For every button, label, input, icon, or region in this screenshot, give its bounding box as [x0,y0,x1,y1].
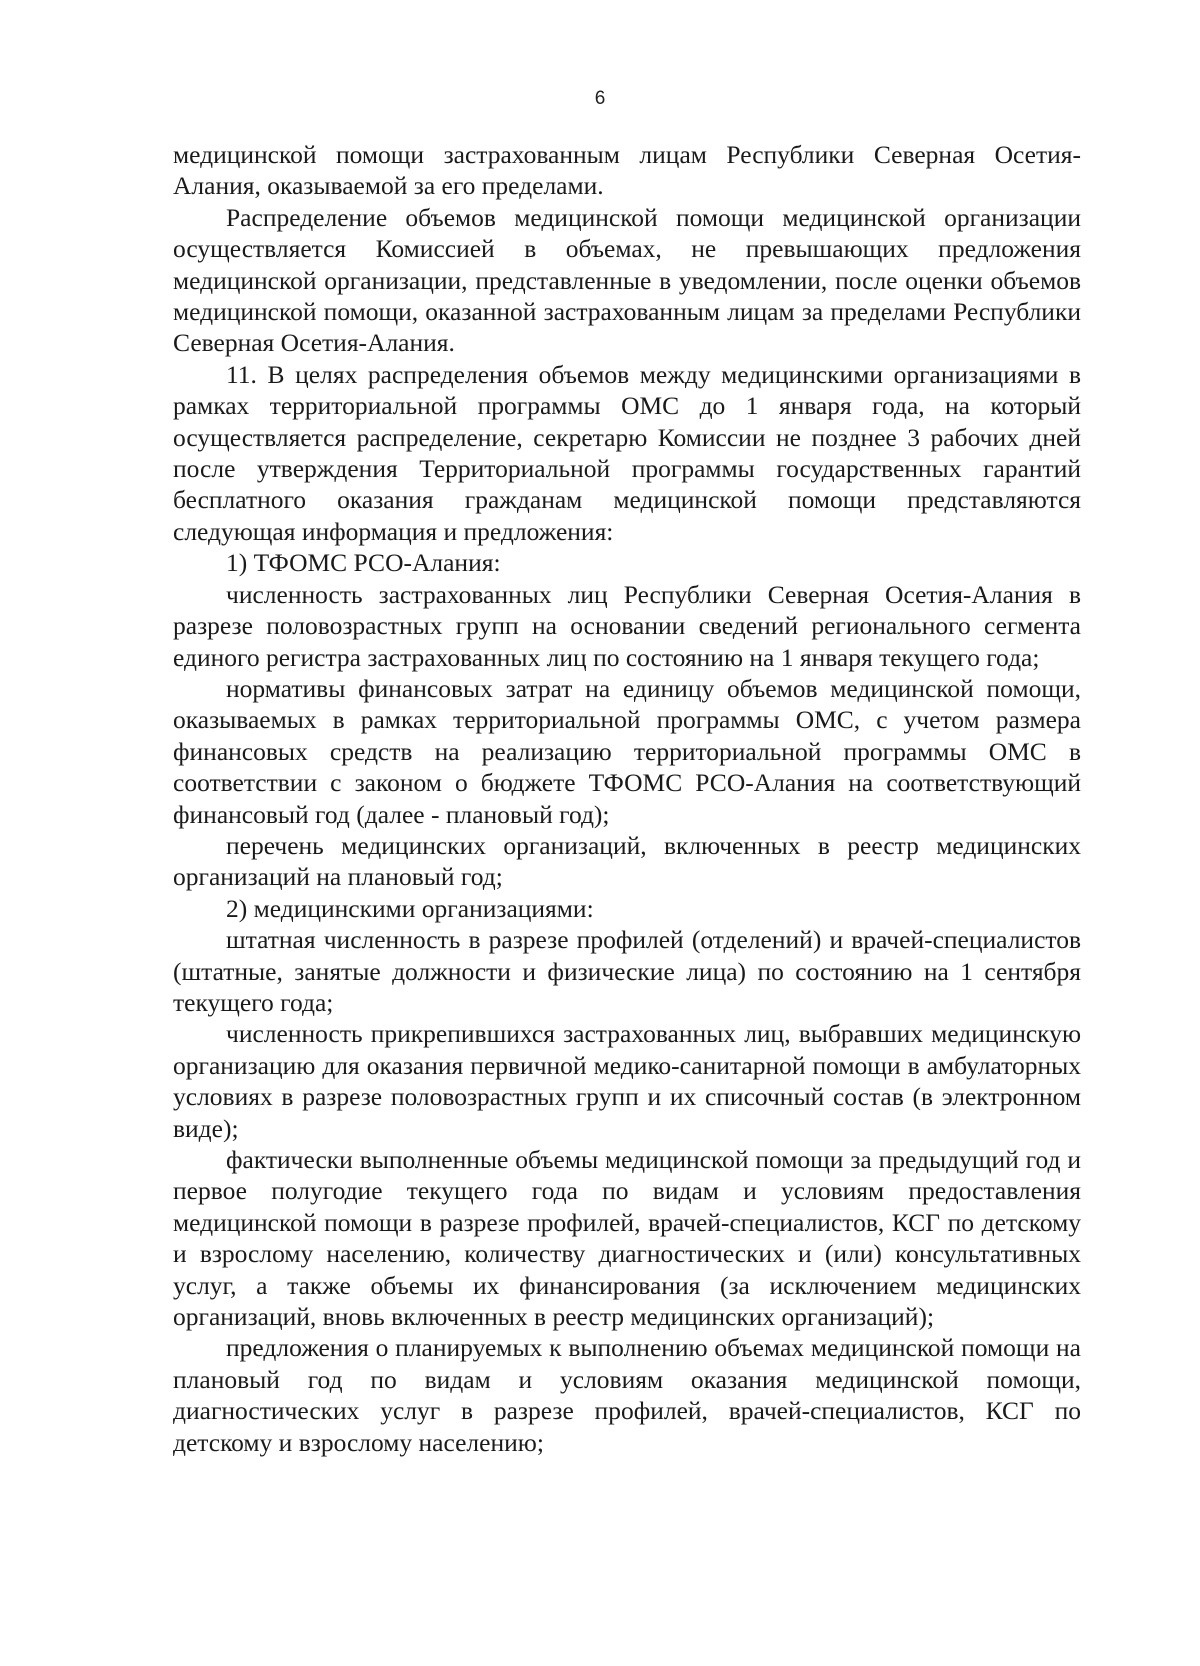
list-item-planned-volumes: предложения о планируемых к выполнению объемах медицинской помощи на плановый год по видам и условиям оказания медицинской помощи, диагностических услуг в разрезе профилей, врачей-специалистов, КСГ по детскому и взрослому населению; [173,1333,1081,1457]
paragraph-continuation: медицинской помощи застрахованным лицам Республики Северная Осетия-Алания, оказываемой за его пределами. [173,140,1081,201]
list-item-actual-volumes: фактически выполненные объемы медицинской помощи за предыдущий год и первое полугодие текущего года по видам и условиям предоставления медицинской помощи в разрезе профилей, врачей-специалистов, КСГ по детскому и взрослому населению, количеству диагностических и (или) консультативных услуг, а также объемы их финансирования (за исключением медицинских организаций, вновь включенных в реестр медицинских организаций); [173,1145,1081,1332]
list-item-organization-registry: перечень медицинских организаций, включенных в реестр медицинских организаций на плановый год; [173,830,1081,892]
list-item-staff-count: штатная численность в разрезе профилей (отделений) и врачей-специалистов (штатные, занятые должности и физические лица) по состоянию на 1 сентября текущего года; [173,925,1081,1017]
paragraph-distribution: Распределение объемов медицинской помощи медицинской организации осуществляется Комиссией в объемах, не превышающих предложения медицинской организации, представленные в уведомлении, после оценки объемов медицинской помощи, оказанной застрахованным лицам за пределами Республики Северная Осетия-Алания. [173,202,1081,358]
list-item-attached-insured: численность прикрепившихся застрахованных лиц, выбравших медицинскую организацию для оказания первичной медико-санитарной помощи в амбулаторных условиях в разрезе половозрастных групп и их списочный состав (в электронном виде); [173,1019,1081,1143]
list-item-financial-norms: нормативы финансовых затрат на единицу объемов медицинской помощи, оказываемых в рамках территориальной программы ОМС, с учетом размера финансовых средств на реализацию территориальной программы ОМС в соответствии с законом о бюджете ТФОМС РСО-Алания на соответствующий финансовый год (далее - плановый год); [173,673,1081,829]
list-item-tfoms-heading: 1) ТФОМС РСО-Алания: [226,548,501,578]
page-number: 6 [594,88,606,109]
document-body [173,139,1081,1458]
paragraph-clause-11: 11. В целях распределения объемов между медицинскими организациями в рамках территориальной программы ОМС до 1 января года, на который осуществляется распределение, секретарю Комиссии не позднее 3 рабочих дней после утверждения Территориальной программы государственных гарантий бесплатного оказания гражданам медицинской помощи представляются следующая информация и предложения: [173,359,1081,546]
list-item-medical-orgs-heading: 2) медицинскими организациями: [226,893,594,923]
list-item-insured-count: численность застрахованных лиц Республики Северная Осетия-Алания в разрезе половозрастных групп на основании сведений регионального сегмента единого регистра застрахованных лиц по состоянию на 1 января текущего года; [173,579,1081,672]
